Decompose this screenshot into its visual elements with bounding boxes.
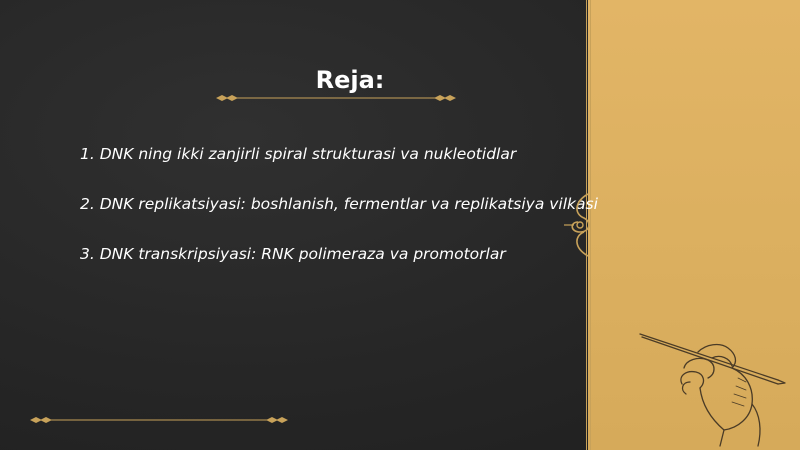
title-ornament-underline <box>214 93 458 103</box>
side-flourish-icon <box>560 192 594 258</box>
hand-with-pen-icon <box>628 318 788 448</box>
slide-title: Reja: <box>315 66 385 94</box>
agenda-item: 2. DNK replikatsiyasi: boshlanish, fermentlar va replikatsiya vilkasi <box>80 195 598 213</box>
agenda-item: 3. DNK transkripsiyasi: RNK polimeraza va promotorlar <box>80 245 506 263</box>
bottom-ornament-rule <box>28 415 290 425</box>
agenda-list <box>80 140 598 290</box>
agenda-item: 1. DNK ning ikki zanjirli spiral strukturasi va nukleotidlar <box>80 145 517 163</box>
